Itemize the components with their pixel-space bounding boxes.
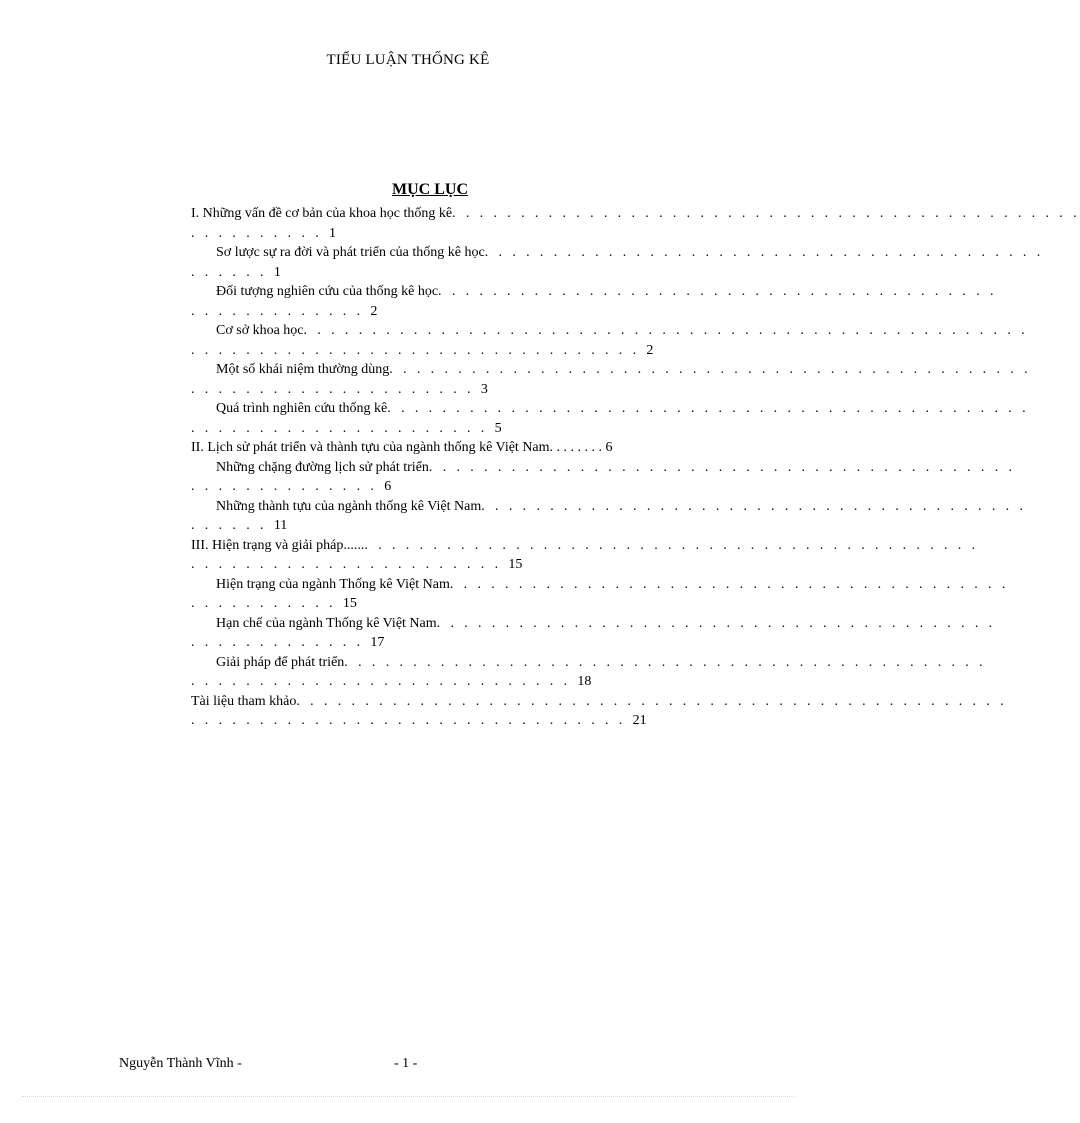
toc-entry-title: Sơ lược sự ra đời và phát triển của thống kê học — [216, 245, 485, 260]
toc-entry-title: Quá trình nghiên cứu thống kê — [216, 401, 388, 416]
toc-entry[interactable] — [191, 614, 996, 653]
toc-entry-page: 11 — [273, 518, 288, 533]
leader-dots: . . . . . . . . — [549, 440, 606, 455]
document-header: TIỂU LUẬN THỐNG KÊ — [326, 52, 490, 68]
leader-dots: . . . . . . . . . . . . . . . . . . . . . . . . . . . . . . . . . — [191, 342, 647, 358]
toc-entry[interactable] — [191, 692, 1008, 731]
toc-title: MỤC LỤC — [392, 181, 468, 198]
leader-dots: . . . . . . . . . . . . . . . . . . . . . . . . . . . . . . . . . . . . . . . . . — [436, 615, 996, 631]
toc-entry-page: 18 — [577, 674, 592, 689]
toc-entry-page: 15 — [342, 596, 357, 611]
leader-dots: . . . . . . . . . . . — [191, 596, 343, 611]
leader-dots: . . . . . . . . . . . . . . . . . . . . . . — [191, 420, 495, 436]
leader-dots: . . . . . . . . . . . . . . . . . . . . . . . . . . . . . . . . . . . . . . . . . . . — [428, 459, 1016, 475]
toc-entry[interactable] — [191, 653, 986, 692]
toc-entry-page: 6 — [384, 479, 392, 494]
toc-entry[interactable] — [191, 497, 1027, 536]
toc-entry-page: 6 — [605, 440, 613, 455]
toc-entry-page: 3 — [480, 381, 488, 397]
toc-entry-title: Giải pháp để phát triển — [216, 654, 345, 670]
leader-dots: . . . . . . — [191, 264, 274, 280]
toc-entry[interactable] — [191, 321, 1029, 360]
leader-dots: . . . . . . . . . . . . . — [191, 303, 371, 319]
toc-entry-page: 17 — [370, 635, 385, 650]
toc-entry-page: 2 — [646, 342, 654, 358]
toc-entry-title: Cơ sở khoa học — [216, 323, 304, 338]
leader-dots: . . . . . . . . . . — [191, 225, 329, 241]
leader-dots: . . . . . . . . . . . . . . . . . . . . . . . . . . . . . . . . . . . . . . . . . . . . . . . . . . . . — [296, 693, 1008, 709]
leader-dots: . . . . . . . . . . . . . . . . . . . . . . . — [191, 557, 509, 572]
toc-entry-page: 1 — [329, 225, 336, 241]
toc-entry[interactable] — [191, 360, 1031, 399]
page-boundary-divider — [22, 1096, 794, 1097]
leader-dots: . . . . . . . . . . . . . . . . . . . . . . . . . . . . . . . . . . . . . . . . . . . . . . — [452, 206, 1080, 221]
toc-entry[interactable] — [191, 282, 997, 321]
footer-page-number: - 1 - — [394, 1056, 418, 1071]
toc-entry-title: Những thành tựu của ngành thống kê Việt Nam — [216, 498, 482, 514]
toc-entry-page: 15 — [508, 557, 523, 572]
toc-entry-page: 21 — [632, 713, 647, 728]
leader-dots: . . . . . . . . . . . . . . . . . . . . . — [191, 381, 481, 397]
leader-dots: . . . . . . . . . . . . . . . . . . . . . . . . . . . . . . . . . . . . . . . . . — [449, 576, 1009, 592]
toc-entry-title: Đối tượng nghiên cứu của thống kê học — [216, 284, 439, 299]
toc-entry[interactable] — [191, 243, 1044, 282]
toc-entry-title: I. Những vấn đề cơ bản của khoa học thống kê — [191, 206, 453, 221]
leader-dots: . . . . . . . . . . . . . . . . . . . . . . . . . . . . . . . . . . . . . . . . — [481, 498, 1027, 514]
toc-entry-page: 5 — [494, 420, 502, 436]
toc-entry[interactable] — [191, 399, 1029, 438]
leader-dots: . . . . . . . . . . . . . . . . . . . . . . . . . . . . — [191, 674, 578, 689]
toc-entry[interactable] — [191, 204, 1080, 243]
toc-entry[interactable] — [191, 458, 1016, 497]
table-of-contents — [191, 204, 1080, 731]
toc-entry-title: III. Hiện trạng và giải pháp...... — [191, 537, 365, 553]
toc-entry-page: 2 — [370, 303, 378, 319]
leader-dots: . . . . . . . . . . . . . . . . . . . . . . . . . . . . . . . . . . . . . . . . . . . . . . . . . . . . . — [303, 323, 1029, 338]
toc-entry[interactable] — [191, 575, 1009, 614]
leader-dots: . . . . . . . . . . . . . . . . . . . . . . . . . . . . . . . . . . . . . . . . . — [484, 245, 1044, 260]
footer-author: Nguyễn Thành Vĩnh - — [119, 1056, 242, 1071]
leader-dots: . . . . . . . . . . . . . . . . . . . . . . . . . . . . . . . . . . . . . . . . . . . . . . . — [387, 401, 1029, 416]
toc-entry[interactable] — [191, 536, 979, 575]
leader-dots: . . . . . . — [191, 518, 274, 533]
toc-entry-title: Một số khái niệm thường dùng — [216, 362, 390, 377]
toc-entry-title: II. Lịch sử phát triển và thành tựu của ngành thống kê Việt Nam — [191, 440, 550, 455]
toc-entry-title: Hiện trạng của ngành Thống kê Việt Nam — [216, 576, 450, 592]
leader-dots: . . . . . . . . . . . . . — [191, 635, 371, 650]
toc-entry-title: Tài liệu tham khảo — [191, 693, 297, 709]
leader-dots: . . . . . . . . . . . . . . . . . . . . . . . . . . . . . . . . . . . . . . . . . . . . . . . — [389, 362, 1031, 377]
leader-dots: . . . . . . . . . . . . . . . . . . . . . . . . . . . . . . . . — [191, 713, 633, 728]
toc-entry-page: 1 — [273, 264, 281, 280]
leader-dots: . . . . . . . . . . . . . . . . . . . . . . . . . . . . . . . . . . . . . . . . . — [438, 284, 997, 299]
leader-dots: . . . . . . . . . . . . . . — [191, 479, 385, 494]
leader-dots: . . . . . . . . . . . . . . . . . . . . . . . . . . . . . . . . . . . . . . . . . . . . . — [364, 537, 979, 553]
toc-entry-title: Những chặng đường lịch sử phát triển — [216, 459, 429, 475]
toc-entry[interactable] — [191, 438, 697, 458]
toc-entry-title: Hạn chế của ngành Thống kê Việt Nam — [216, 615, 437, 631]
leader-dots: . . . . . . . . . . . . . . . . . . . . . . . . . . . . . . . . . . . . . . . . . . . . . . . — [344, 654, 986, 670]
